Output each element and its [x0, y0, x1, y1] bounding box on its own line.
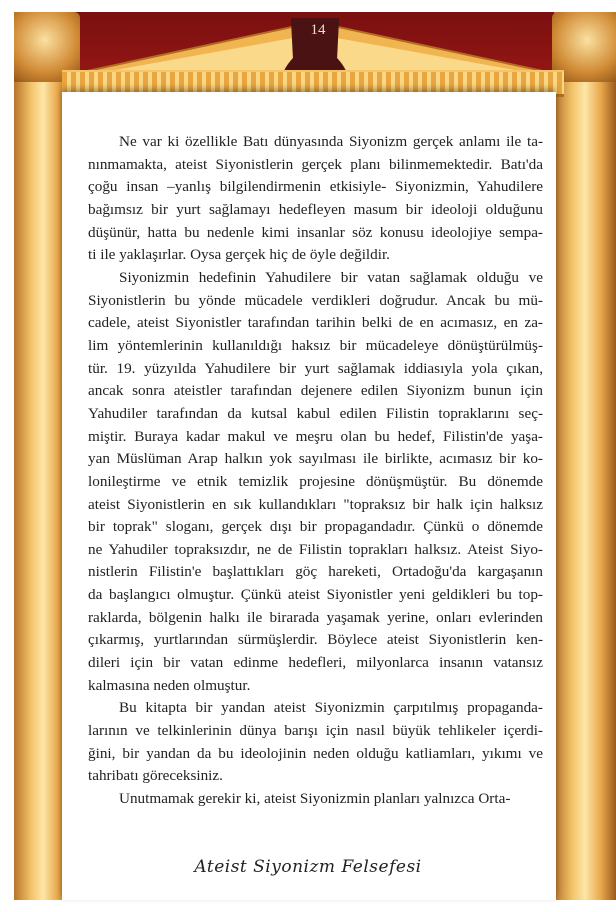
right-column-decoration: [554, 12, 616, 900]
paragraph: [88, 788, 543, 811]
text-line: raklarda, bölgenin halkı ile birarada yaşamak yerine, onları evlerinden: [88, 608, 543, 626]
text-line: tahribatı göreceksiniz.: [88, 767, 223, 785]
text-line: cadele, ateist Siyonistler tarafından tarihin belki de en acımasız, en za-: [88, 314, 543, 332]
paragraph: [88, 697, 543, 788]
text-line: ateist Siyonistlerin en sık kullandıkları "topraksız bir halk için halksız: [88, 495, 543, 513]
text-line: nınmamakta, ateist Siyonistlerin gerçek planı bilinmemektedir. Batı'da: [88, 155, 543, 173]
text-line: lim yöntemlerinin kullanıldığı haksız bir mücadeleye dönüştürülmüş-: [88, 336, 543, 354]
text-line: bağımsız bir yurt sağlamayı hedefleyen masum bir ideoloji olduğunu: [88, 200, 543, 218]
page-number: 14: [310, 22, 326, 38]
text-line: Siyonistlerin bu yönde mücadele verdikleri doğrudur. Ancak bu mü-: [88, 291, 543, 309]
text-line: çıkarmış, yurtlarından sürmüşlerdir. Böylece ateist Siyonistlerin ken-: [88, 631, 543, 649]
book-title-footer: Ateist Siyonizm Felsefesi: [194, 857, 422, 877]
text-line: Unutmamak gerekir ki, ateist Siyonizmin planları yalnızca Orta-: [119, 790, 511, 808]
text-line: düşünür, hatta bu nedenle kimi insanlar söz konusu ideolojiye sempa-: [88, 223, 543, 241]
paragraph: [88, 131, 543, 267]
text-line: ne Yahudiler topraksızdır, ne de Filistin toprakları halksız. Ateist Siyo-: [88, 540, 543, 558]
text-line: Ne var ki özellikle Batı dünyasında Siyonizm gerçek anlamı ile ta-: [119, 133, 543, 150]
body-text: [88, 131, 543, 811]
text-line: nistlerin Filistin'e başlattıkları göç hareketi, Ortadoğu'da kargaşanın: [88, 563, 543, 581]
text-line: ti ile yaklaşırlar. Oysa gerçek hiç de öyle değildir.: [88, 246, 390, 264]
text-line: Siyonizmin hedefinin Yahudilere bir vatan sağlamak olduğu ve: [119, 268, 543, 286]
text-line: ancak sonra ateistler tarafından dejenere edilen Siyonizm bunun için: [88, 382, 543, 400]
text-line: da başlangıcı olmuştur. Çünkü ateist Siyonistler yeni geldikleri bu top-: [88, 586, 543, 604]
text-line: miştir. Buraya kadar makul ve meşru olan bu hedef, Filistin'de yaşa-: [88, 427, 543, 445]
text-line: tür. 19. yüzyılda Yahudilere bir yurt sağlamak iddiasıyla yola çıkan,: [88, 359, 543, 377]
text-line: ğini, bir yandan da bu ideolojinin neden olduğu katliamları, yıkımı ve: [88, 744, 543, 762]
text-line: yan Müslüman Arap halkın yok sayılması ile birlikte, acımasız bir ko-: [88, 450, 543, 468]
text-line: Yahudiler tarafından da kutsal kabul edilen Filistin topraklarını seç-: [88, 404, 543, 422]
text-line: dileri için bir vatan edinme hedefleri, milyonlarca insanın vatansız: [88, 654, 543, 672]
paragraph: [88, 267, 543, 697]
text-line: Bu kitapta bir yandan ateist Siyonizmin çarpıtılmış propaganda-: [119, 699, 543, 717]
text-line: bir toprak" sloganı, gerçek dışı bir propagandadır. Çünkü o dönemde: [88, 518, 543, 536]
text-line: çoğu insan –yanlış bilgilendirmenin etkisiyle- Siyonizmin, Yahudilere: [88, 178, 543, 196]
text-line: larının ve telkinlerinin dünya barışı için nasıl büyük tehlikeler içerdi-: [88, 722, 543, 740]
text-line: kalmasına neden olmuştur.: [88, 676, 251, 694]
text-line: lonileştirme ve etnik temizlik projesine dönüşmüştür. Bu dönemde: [88, 472, 543, 490]
